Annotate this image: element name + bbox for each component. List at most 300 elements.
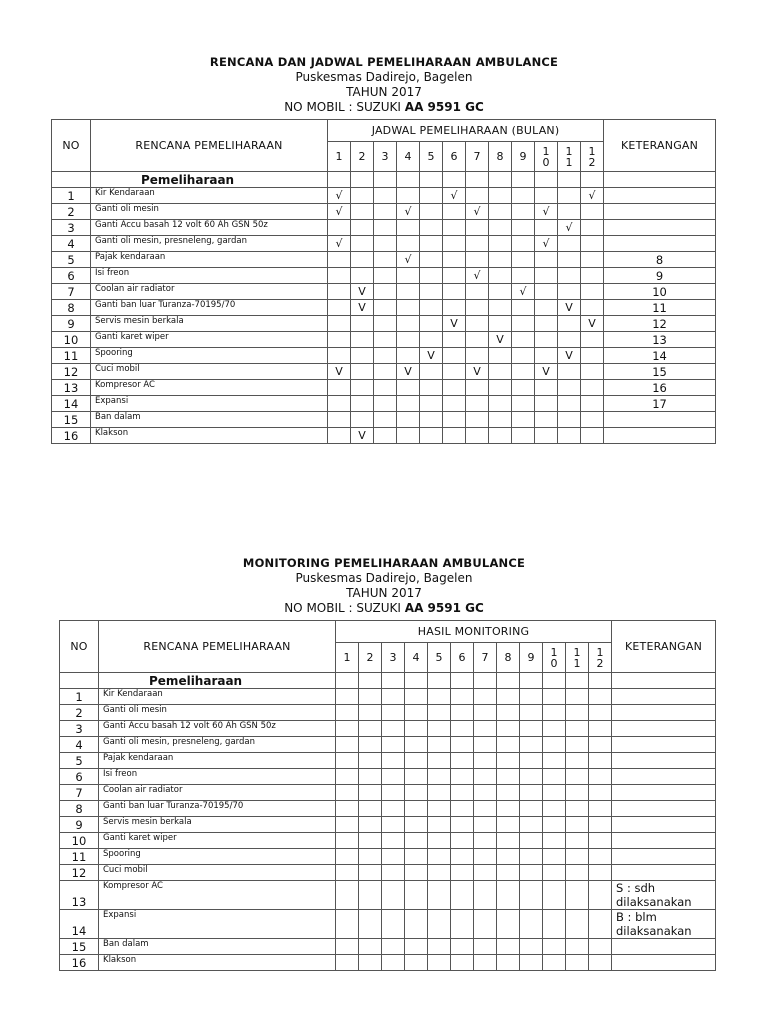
schedule-month-cell-3 [374, 252, 397, 268]
monitoring-month-cell-5 [428, 753, 451, 769]
monitoring-month-cell-5 [428, 939, 451, 955]
schedule-month-cell-2 [351, 332, 374, 348]
schedule-month-cell-6 [443, 300, 466, 316]
schedule-plate [0, 100, 768, 115]
schedule-month-cell-9 [512, 396, 535, 412]
monitoring-month-cell-12 [589, 737, 612, 753]
monitoring-row-name: Ganti karet wiper [99, 833, 336, 849]
schedule-month-cell-5 [420, 332, 443, 348]
schedule-month-cell-10 [535, 300, 558, 316]
monitoring-month-11: 1 1 [566, 643, 589, 673]
monitoring-month-cell-11 [566, 865, 589, 881]
schedule-mark-month-10: √ [535, 204, 558, 220]
schedule-month-7: 7 [466, 142, 489, 172]
monitoring-month-cell-4 [405, 865, 428, 881]
schedule-row-name: Cuci mobil [91, 364, 328, 380]
monitoring-row-note: B : blm dilaksanakan [612, 910, 716, 939]
schedule-mark-month-11: √ [558, 220, 581, 236]
schedule-month-cell-4 [397, 396, 420, 412]
monitoring-month-cell-10 [543, 939, 566, 955]
monitoring-month-cell-5 [428, 833, 451, 849]
schedule-month-cell-10 [535, 316, 558, 332]
schedule-plate-number: AA 9591 GC [404, 100, 484, 114]
schedule-row-no: 15 [52, 412, 91, 428]
monitoring-month-cell-8 [497, 955, 520, 971]
monitoring-month-cell-12 [589, 849, 612, 865]
monitoring-row-note [612, 817, 716, 833]
schedule-month-cell-11 [558, 428, 581, 444]
schedule-month-cell-8 [489, 268, 512, 284]
schedule-month-cell-3 [374, 188, 397, 204]
schedule-month-cell-7 [466, 348, 489, 364]
monitoring-month-cell-11 [566, 785, 589, 801]
schedule-month-cell-6 [443, 364, 466, 380]
schedule-month-cell-11 [558, 268, 581, 284]
schedule-month-cell-2 [351, 236, 374, 252]
monitoring-month-cell-5 [428, 910, 451, 939]
monitoring-month-cell-11 [566, 769, 589, 785]
schedule-row [52, 188, 716, 204]
schedule-row-no: 5 [52, 252, 91, 268]
schedule-month-cell-3 [374, 412, 397, 428]
monitoring-month-cell-12 [589, 865, 612, 881]
monitoring-month-cell-1 [336, 849, 359, 865]
monitoring-row-no: 1 [60, 689, 99, 705]
monitoring-month-cell-9 [520, 881, 543, 910]
schedule-month-cell-4 [397, 428, 420, 444]
schedule-section-cell [443, 172, 466, 188]
monitoring-row-note [612, 753, 716, 769]
schedule-month-cell-12 [581, 364, 604, 380]
monitoring-month-cell-9 [520, 801, 543, 817]
monitoring-month-cell-7 [474, 910, 497, 939]
schedule-month-cell-2 [351, 348, 374, 364]
monitoring-row [60, 849, 716, 865]
schedule-row [52, 380, 716, 396]
monitoring-month-cell-8 [497, 910, 520, 939]
schedule-month-cell-8 [489, 348, 512, 364]
monitoring-month-cell-8 [497, 865, 520, 881]
monitoring-section-cell [428, 673, 451, 689]
schedule-row-name: Ganti oli mesin, presneleng, gardan [91, 236, 328, 252]
monitoring-row [60, 881, 716, 910]
monitoring-month-cell-12 [589, 955, 612, 971]
schedule-month-cell-10 [535, 412, 558, 428]
monitoring-month-cell-10 [543, 865, 566, 881]
monitoring-month-cell-9 [520, 910, 543, 939]
schedule-row-no: 1 [52, 188, 91, 204]
monitoring-month-cell-4 [405, 817, 428, 833]
monitoring-month-6: 6 [451, 643, 474, 673]
schedule-row-note [604, 412, 716, 428]
schedule-month-cell-7 [466, 188, 489, 204]
schedule-month-cell-9 [512, 236, 535, 252]
schedule-month-cell-6 [443, 268, 466, 284]
schedule-row-name: Ganti karet wiper [91, 332, 328, 348]
monitoring-section-cell [359, 673, 382, 689]
monitoring-month-cell-11 [566, 737, 589, 753]
schedule-month-cell-2 [351, 316, 374, 332]
schedule-month-cell-7 [466, 412, 489, 428]
monitoring-month-cell-12 [589, 769, 612, 785]
monitoring-month-cell-1 [336, 817, 359, 833]
schedule-mark-month-4: √ [397, 204, 420, 220]
monitoring-month-cell-2 [359, 849, 382, 865]
monitoring-month-cell-6 [451, 865, 474, 881]
schedule-row-no: 11 [52, 348, 91, 364]
schedule-header-note: KETERANGAN [604, 120, 716, 172]
schedule-row-note: 12 [604, 316, 716, 332]
monitoring-month-cell-5 [428, 705, 451, 721]
schedule-month-cell-5 [420, 220, 443, 236]
monitoring-row-note [612, 769, 716, 785]
monitoring-month-cell-10 [543, 769, 566, 785]
monitoring-month-cell-3 [382, 881, 405, 910]
monitoring-month-cell-2 [359, 705, 382, 721]
monitoring-table [59, 620, 716, 971]
monitoring-month-cell-5 [428, 865, 451, 881]
schedule-month-3: 3 [374, 142, 397, 172]
monitoring-row-note: S : sdh dilaksanakan [612, 881, 716, 910]
schedule-month-cell-11 [558, 364, 581, 380]
schedule-row-name: Spooring [91, 348, 328, 364]
schedule-title: RENCANA DAN JADWAL PEMELIHARAAN AMBULANCE [209, 55, 559, 69]
monitoring-month-5: 5 [428, 643, 451, 673]
schedule-month-cell-7 [466, 300, 489, 316]
monitoring-month-cell-3 [382, 785, 405, 801]
monitoring-month-cell-5 [428, 721, 451, 737]
monitoring-row [60, 785, 716, 801]
schedule-row-no: 10 [52, 332, 91, 348]
schedule-row-note: 10 [604, 284, 716, 300]
monitoring-row-name: Ban dalam [99, 939, 336, 955]
schedule-month-cell-1 [328, 348, 351, 364]
monitoring-row [60, 705, 716, 721]
schedule-section-no-cell [52, 172, 91, 188]
monitoring-month-cell-4 [405, 689, 428, 705]
schedule-row-name: Ganti Accu basah 12 volt 60 Ah GSN 50z [91, 220, 328, 236]
schedule-row-note [604, 220, 716, 236]
monitoring-month-cell-8 [497, 769, 520, 785]
schedule-row-note [604, 428, 716, 444]
schedule-month-cell-12 [581, 220, 604, 236]
monitoring-month-cell-9 [520, 955, 543, 971]
monitoring-month-cell-6 [451, 689, 474, 705]
schedule-month-9: 9 [512, 142, 535, 172]
monitoring-row-note [612, 737, 716, 753]
monitoring-row [60, 833, 716, 849]
monitoring-month-cell-7 [474, 955, 497, 971]
monitoring-row-no: 12 [60, 865, 99, 881]
monitoring-month-cell-6 [451, 939, 474, 955]
monitoring-month-cell-2 [359, 833, 382, 849]
monitoring-row [60, 737, 716, 753]
schedule-month-cell-11 [558, 316, 581, 332]
monitoring-month-cell-6 [451, 881, 474, 910]
monitoring-month-cell-7 [474, 689, 497, 705]
schedule-month-12: 1 2 [581, 142, 604, 172]
monitoring-plate [0, 601, 768, 616]
schedule-month-cell-1 [328, 252, 351, 268]
schedule-month-cell-2 [351, 380, 374, 396]
monitoring-month-cell-12 [589, 881, 612, 910]
schedule-month-cell-10 [535, 396, 558, 412]
monitoring-row-no: 16 [60, 955, 99, 971]
schedule-month-cell-12 [581, 268, 604, 284]
monitoring-month-cell-11 [566, 881, 589, 910]
monitoring-month-cell-8 [497, 705, 520, 721]
schedule-section-note-cell [604, 172, 716, 188]
monitoring-row-note [612, 849, 716, 865]
monitoring-row-no: 9 [60, 817, 99, 833]
monitoring-row-name: Kompresor AC [99, 881, 336, 910]
monitoring-row-no: 14 [60, 910, 99, 939]
schedule-row [52, 284, 716, 300]
schedule-mark-month-1: √ [328, 236, 351, 252]
schedule-month-cell-12 [581, 284, 604, 300]
schedule-row-name: Servis mesin berkala [91, 316, 328, 332]
monitoring-month-cell-11 [566, 721, 589, 737]
schedule-month-cell-12 [581, 252, 604, 268]
monitoring-month-cell-2 [359, 785, 382, 801]
schedule-mark-month-4: √ [397, 252, 420, 268]
schedule-row-note: 9 [604, 268, 716, 284]
monitoring-row [60, 939, 716, 955]
monitoring-month-cell-12 [589, 785, 612, 801]
monitoring-month-cell-1 [336, 833, 359, 849]
schedule-month-cell-10 [535, 268, 558, 284]
schedule-row-name: Pajak kendaraan [91, 252, 328, 268]
monitoring-month-cell-2 [359, 801, 382, 817]
monitoring-month-cell-4 [405, 849, 428, 865]
monitoring-section-cell [520, 673, 543, 689]
monitoring-section-row [60, 673, 716, 689]
schedule-mark-month-4: V [397, 364, 420, 380]
schedule-mark-month-10: V [535, 364, 558, 380]
monitoring-row-note [612, 705, 716, 721]
schedule-month-cell-7 [466, 220, 489, 236]
schedule-mark-month-6: V [443, 316, 466, 332]
schedule-section-cell [420, 172, 443, 188]
monitoring-month-cell-5 [428, 785, 451, 801]
schedule-month-cell-5 [420, 236, 443, 252]
schedule-month-cell-12 [581, 332, 604, 348]
schedule-section-cell [512, 172, 535, 188]
schedule-month-cell-8 [489, 220, 512, 236]
schedule-plate-prefix: NO MOBIL : SUZUKI [284, 100, 405, 114]
schedule-month-cell-5 [420, 188, 443, 204]
schedule-section-cell [535, 172, 558, 188]
monitoring-month-cell-6 [451, 737, 474, 753]
schedule-month-cell-4 [397, 316, 420, 332]
monitoring-month-cell-2 [359, 939, 382, 955]
monitoring-month-cell-1 [336, 737, 359, 753]
schedule-month-cell-1 [328, 300, 351, 316]
schedule-mark-month-9: √ [512, 284, 535, 300]
monitoring-month-cell-8 [497, 817, 520, 833]
monitoring-month-cell-10 [543, 833, 566, 849]
monitoring-month-cell-2 [359, 910, 382, 939]
schedule-row-no: 12 [52, 364, 91, 380]
schedule-month-cell-4 [397, 268, 420, 284]
schedule-month-cell-1 [328, 428, 351, 444]
schedule-month-cell-10 [535, 220, 558, 236]
monitoring-month-cell-10 [543, 737, 566, 753]
monitoring-month-cell-7 [474, 849, 497, 865]
schedule-month-cell-4 [397, 348, 420, 364]
monitoring-row-name: Ganti oli mesin [99, 705, 336, 721]
monitoring-month-cell-7 [474, 801, 497, 817]
schedule-month-cell-8 [489, 204, 512, 220]
monitoring-month-cell-4 [405, 955, 428, 971]
monitoring-row-no: 10 [60, 833, 99, 849]
schedule-month-8: 8 [489, 142, 512, 172]
schedule-month-cell-9 [512, 220, 535, 236]
monitoring-month-cell-7 [474, 737, 497, 753]
monitoring-row [60, 865, 716, 881]
schedule-row-note: 13 [604, 332, 716, 348]
schedule-header-no: NO [52, 120, 91, 172]
monitoring-row-no: 5 [60, 753, 99, 769]
monitoring-month-cell-1 [336, 721, 359, 737]
monitoring-month-cell-11 [566, 833, 589, 849]
monitoring-month-cell-6 [451, 721, 474, 737]
schedule-month-cell-3 [374, 364, 397, 380]
schedule-month-cell-2 [351, 412, 374, 428]
monitoring-month-cell-3 [382, 910, 405, 939]
monitoring-month-cell-3 [382, 737, 405, 753]
schedule-month-cell-3 [374, 316, 397, 332]
schedule-mark-month-2: V [351, 428, 374, 444]
schedule-row-no: 14 [52, 396, 91, 412]
schedule-mark-month-5: V [420, 348, 443, 364]
schedule-month-cell-6 [443, 412, 466, 428]
monitoring-row-note [612, 833, 716, 849]
schedule-month-cell-3 [374, 332, 397, 348]
monitoring-month-cell-12 [589, 721, 612, 737]
monitoring-title: MONITORING PEMELIHARAAN AMBULANCE [242, 556, 526, 570]
schedule-mark-month-8: V [489, 332, 512, 348]
monitoring-row [60, 910, 716, 939]
schedule-row [52, 316, 716, 332]
monitoring-month-7: 7 [474, 643, 497, 673]
monitoring-row-no: 15 [60, 939, 99, 955]
monitoring-section-cell [589, 673, 612, 689]
schedule-section-cell [328, 172, 351, 188]
monitoring-month-cell-2 [359, 689, 382, 705]
schedule-month-cell-11 [558, 380, 581, 396]
schedule-month-cell-3 [374, 380, 397, 396]
monitoring-month-cell-1 [336, 769, 359, 785]
monitoring-row-no: 13 [60, 881, 99, 910]
schedule-month-cell-9 [512, 268, 535, 284]
monitoring-title-block [0, 556, 768, 616]
monitoring-month-cell-8 [497, 881, 520, 910]
monitoring-month-cell-5 [428, 849, 451, 865]
monitoring-row-name: Coolan air radiator [99, 785, 336, 801]
schedule-month-cell-5 [420, 300, 443, 316]
monitoring-month-cell-5 [428, 737, 451, 753]
schedule-section-label: Pemeliharaan [91, 172, 328, 188]
schedule-month-cell-11 [558, 284, 581, 300]
monitoring-month-cell-12 [589, 705, 612, 721]
schedule-month-cell-4 [397, 412, 420, 428]
schedule-row-note [604, 188, 716, 204]
monitoring-month-cell-10 [543, 753, 566, 769]
schedule-row-note: 15 [604, 364, 716, 380]
schedule-month-4: 4 [397, 142, 420, 172]
monitoring-month-cell-3 [382, 955, 405, 971]
schedule-section-cell [558, 172, 581, 188]
schedule-row-no: 16 [52, 428, 91, 444]
monitoring-month-cell-10 [543, 849, 566, 865]
monitoring-subtitle: Puskesmas Dadirejo, Bagelen [295, 571, 473, 585]
monitoring-month-cell-10 [543, 955, 566, 971]
monitoring-month-9: 9 [520, 643, 543, 673]
schedule-month-cell-6 [443, 252, 466, 268]
monitoring-row [60, 689, 716, 705]
schedule-month-cell-10 [535, 380, 558, 396]
schedule-month-cell-7 [466, 284, 489, 300]
monitoring-section-cell [382, 673, 405, 689]
schedule-mark-month-7: √ [466, 268, 489, 284]
monitoring-month-cell-6 [451, 833, 474, 849]
schedule-month-cell-6 [443, 204, 466, 220]
monitoring-section-note-cell [612, 673, 716, 689]
schedule-month-cell-5 [420, 412, 443, 428]
schedule-mark-month-11: V [558, 348, 581, 364]
schedule-month-6: 6 [443, 142, 466, 172]
schedule-row-no: 3 [52, 220, 91, 236]
schedule-month-5: 5 [420, 142, 443, 172]
schedule-month-cell-12 [581, 380, 604, 396]
monitoring-row [60, 955, 716, 971]
schedule-row-note [604, 204, 716, 220]
schedule-mark-month-10: √ [535, 236, 558, 252]
schedule-month-cell-6 [443, 220, 466, 236]
schedule-row-note [604, 236, 716, 252]
monitoring-month-cell-9 [520, 833, 543, 849]
monitoring-plate-prefix: NO MOBIL : SUZUKI [284, 601, 405, 615]
monitoring-month-cell-12 [589, 817, 612, 833]
schedule-month-cell-10 [535, 428, 558, 444]
monitoring-month-4: 4 [405, 643, 428, 673]
monitoring-month-cell-8 [497, 689, 520, 705]
schedule-month-cell-9 [512, 252, 535, 268]
schedule-mark-month-7: √ [466, 204, 489, 220]
schedule-row-note: 11 [604, 300, 716, 316]
monitoring-month-cell-6 [451, 910, 474, 939]
monitoring-row-no: 7 [60, 785, 99, 801]
schedule-month-cell-5 [420, 428, 443, 444]
schedule-month-cell-8 [489, 396, 512, 412]
schedule-month-cell-3 [374, 204, 397, 220]
monitoring-month-cell-5 [428, 881, 451, 910]
monitoring-month-cell-10 [543, 817, 566, 833]
monitoring-plate-number: AA 9591 GC [404, 601, 484, 615]
monitoring-month-cell-1 [336, 955, 359, 971]
schedule-month-cell-12 [581, 396, 604, 412]
schedule-month-cell-4 [397, 188, 420, 204]
monitoring-month-cell-9 [520, 939, 543, 955]
schedule-month-cell-1 [328, 316, 351, 332]
monitoring-month-cell-4 [405, 801, 428, 817]
monitoring-row-note [612, 865, 716, 881]
monitoring-month-cell-6 [451, 801, 474, 817]
monitoring-month-cell-4 [405, 939, 428, 955]
monitoring-month-cell-5 [428, 801, 451, 817]
schedule-month-cell-7 [466, 428, 489, 444]
